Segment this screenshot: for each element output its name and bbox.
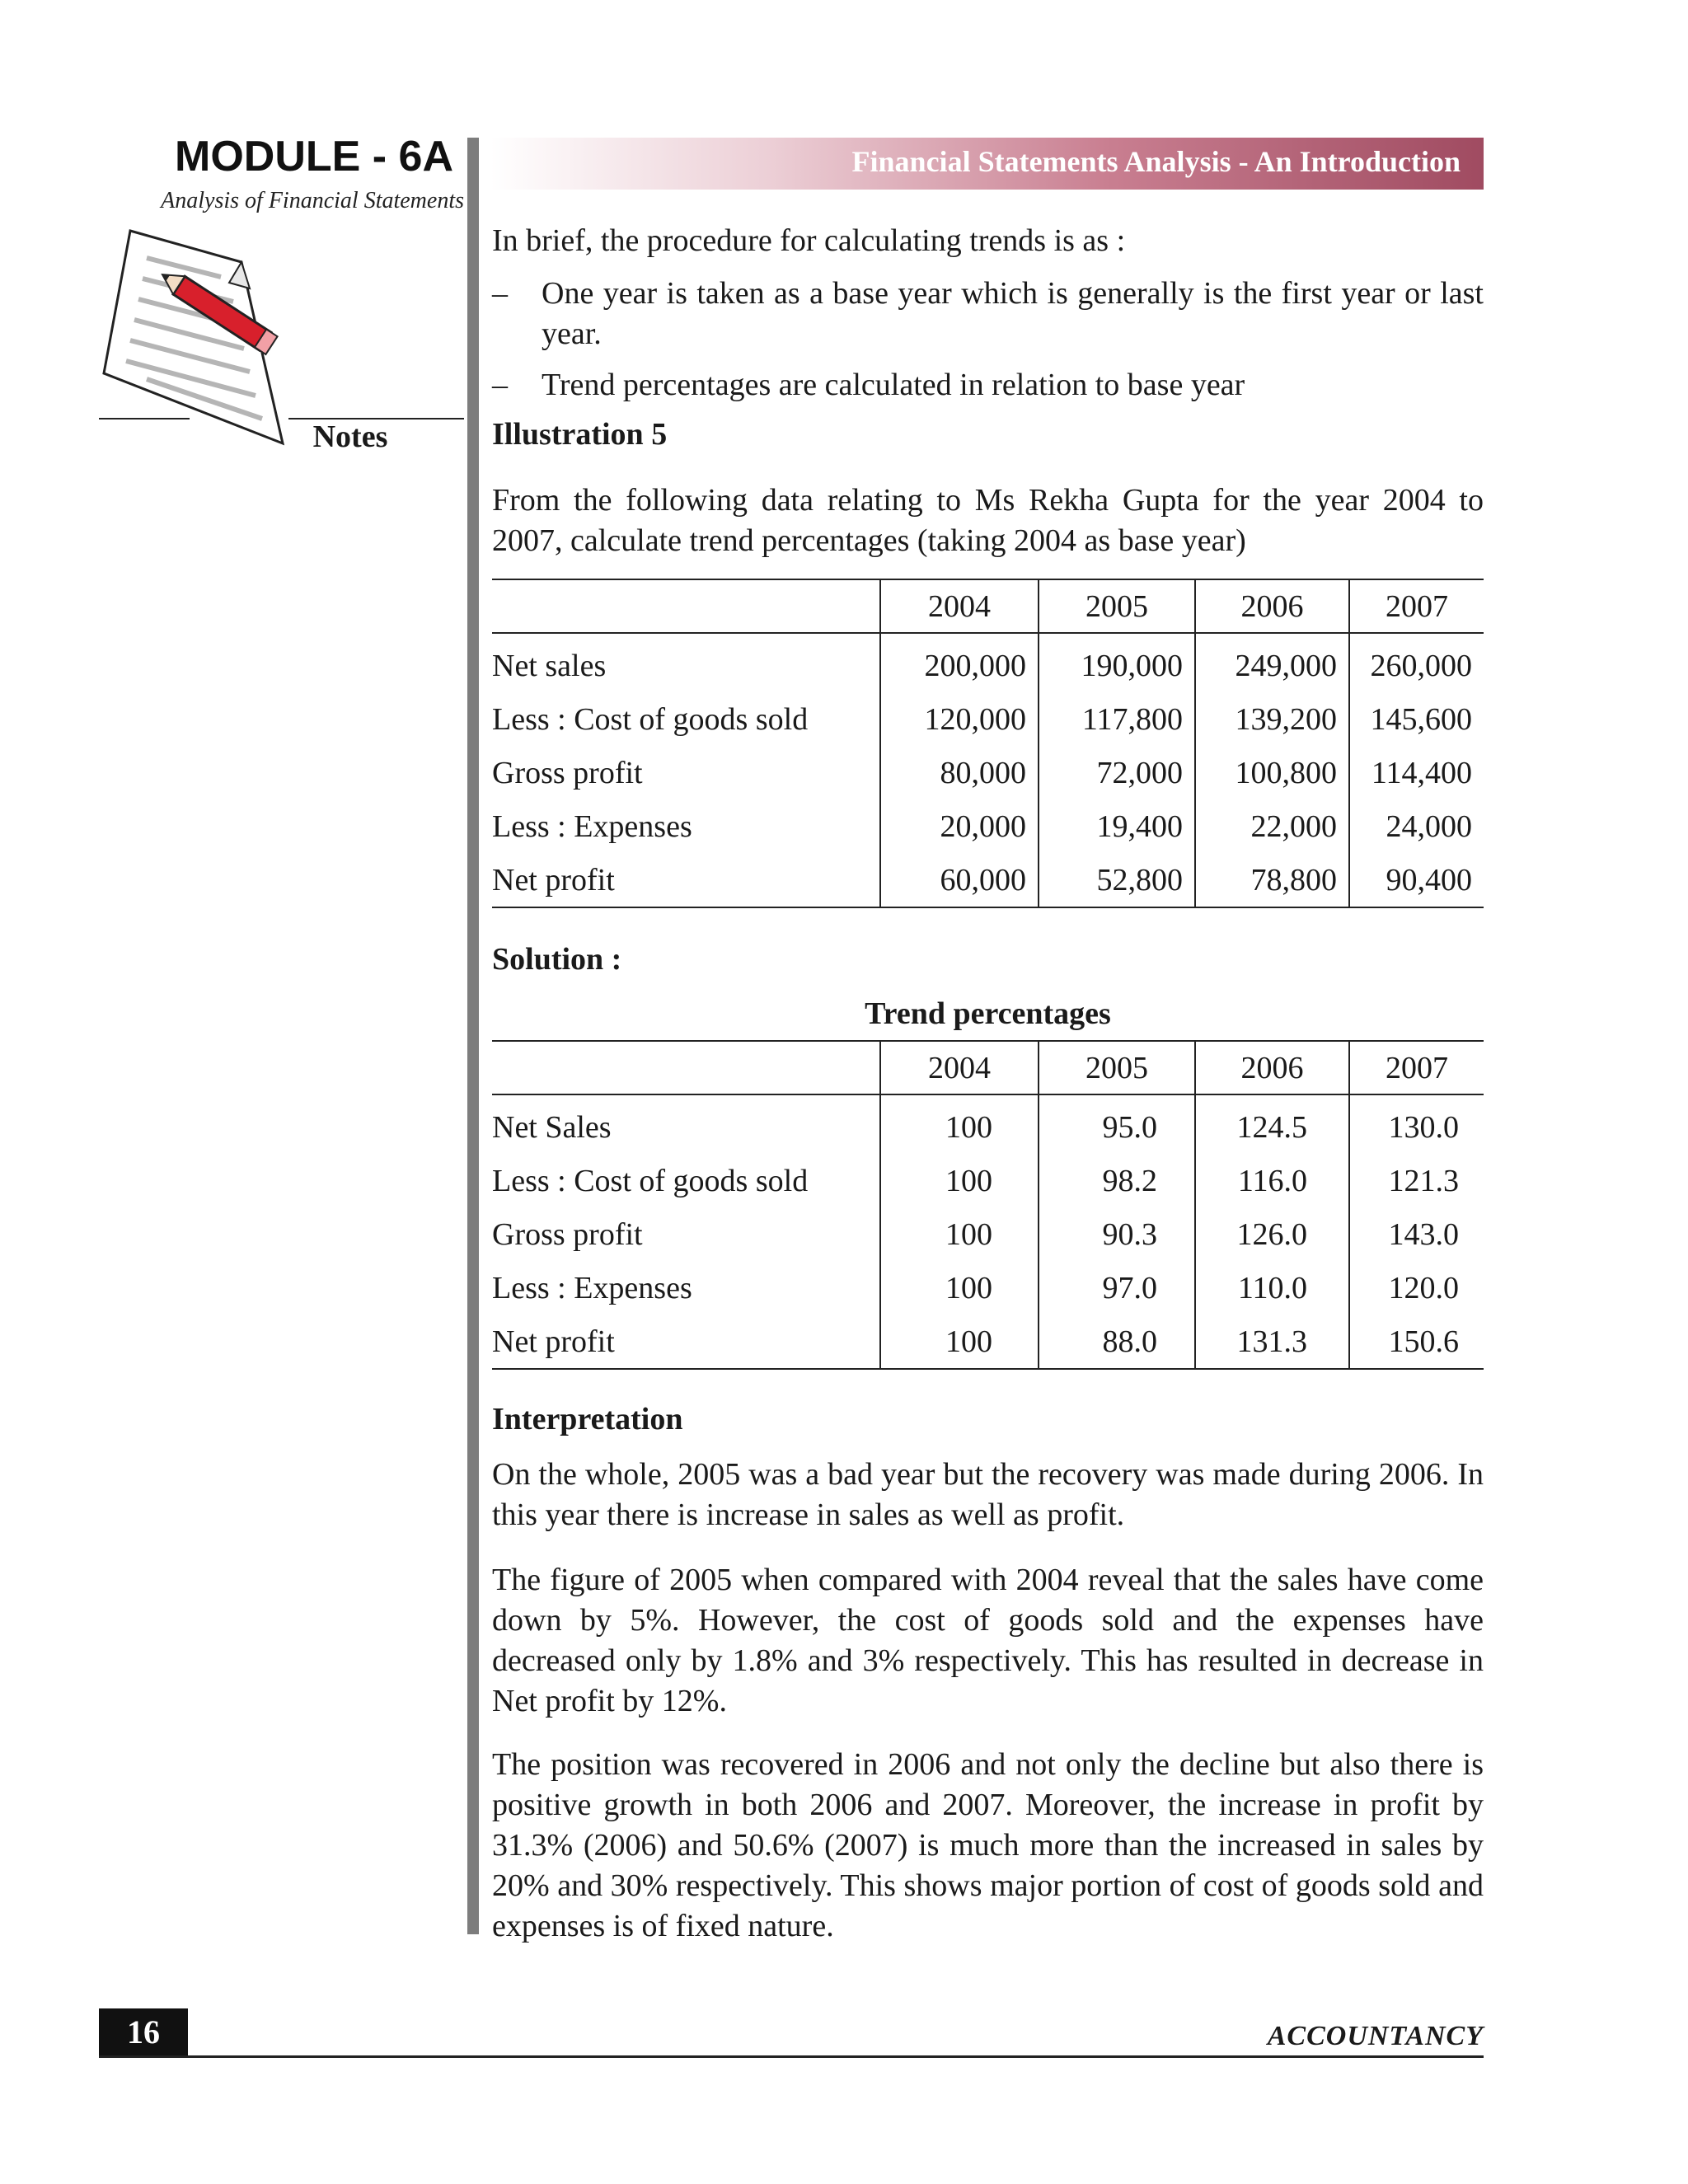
table-cell: 80,000 [880,746,1039,799]
table-cell: 200,000 [880,633,1039,692]
table-cell: 139,200 [1195,692,1349,746]
table-cell: 126.0 [1195,1207,1349,1261]
table-cell: 88.0 [1039,1315,1195,1369]
table-cell: 98.2 [1039,1154,1195,1207]
row-label: Net profit [492,853,880,907]
illustration-table [492,579,1484,908]
bullet-text: Trend percentages are calculated in relation to base year [542,368,1245,402]
table-row [492,1261,1484,1315]
margin-divider-bar [467,138,479,1934]
table-cell: 143.0 [1349,1207,1484,1261]
bullet-item [492,274,1484,354]
intro-text: In brief, the procedure for calculating trends is as : [492,223,1126,258]
table-cell: 90.3 [1039,1207,1195,1261]
table-row [492,853,1484,907]
table-row [492,746,1484,799]
table-cell: 22,000 [1195,799,1349,853]
table-cell: 120,000 [880,692,1039,746]
row-label: Net profit [492,1315,880,1369]
table-cell: 72,000 [1039,746,1195,799]
row-label: Less : Cost of goods sold [492,1163,809,1198]
illustration-text: From the following data relating to Ms Rekha Gupta for the year 2004 to 2007, calculate trend percentages (taking 2004 as base year) [492,483,1484,558]
table-header-row [492,1041,1484,1094]
table-cell: 97.0 [1039,1261,1195,1315]
table-cell: 117,800 [1039,692,1195,746]
table-row [492,1207,1484,1261]
table-cell: 110.0 [1195,1261,1349,1315]
interpretation-title: Interpretation [492,1402,683,1436]
interpretation-paragraph: The figure of 2005 when compared with 2004 reveal that the sales have come down by 5%. However, the cost of goods sold and the expenses have decreased only by 1.8% and 3% respectively. This has resulted in decrease in Net profit by 12%. [492,1563,1484,1718]
bullet-item [492,365,1484,405]
solution-title: Solution : [492,942,622,977]
table-cell: 145,600 [1349,692,1484,746]
table-cell: 131.3 [1195,1315,1349,1369]
table-header-cell [492,1041,880,1094]
table-cell: 249,000 [1195,633,1349,692]
illustration-title: Illustration 5 [492,417,668,452]
table-cell: 24,000 [1349,799,1484,853]
table-header-cell: 2006 [1195,1041,1349,1094]
table-cell: 20,000 [880,799,1039,853]
table-header-cell: 2004 [880,579,1039,633]
table-cell: 100 [880,1094,1039,1154]
notes-pencil-icon [97,221,320,456]
module-subtitle: Analysis of Financial Statements [161,188,464,213]
row-label: Less : Cost of goods sold [492,701,809,737]
notes-rule-left [99,418,190,419]
table-row [492,692,1484,746]
table-row [492,633,1484,692]
table-cell: 19,400 [1039,799,1195,853]
row-label: Gross profit [492,755,643,790]
footer-rule [99,2055,1484,2058]
table-header-cell: 2004 [880,1041,1039,1094]
module-title: MODULE - 6A [175,133,453,180]
table-cell: 114,400 [1349,746,1484,799]
table-row [492,1154,1484,1207]
table-row [492,1094,1484,1154]
notes-label: Notes [312,419,388,454]
row-label: Gross profit [492,1216,643,1252]
table-header-cell: 2006 [1195,579,1349,633]
interpretation-paragraph: The position was recovered in 2006 and not only the decline but also there is positive growth in both 2006 and 2007. Moreover, the increase in profit by 31.3% (2006) and 50.6% (2007) is much more than the increased in sales by 20% and 30% respectively. This shows major portion of cost of goods sold and expenses is of fixed nature. [492,1747,1484,1943]
interpretation-paragraph: On the whole, 2005 was a bad year but the recovery was made during 2006. In this year there is increase in sales as well as profit. [492,1457,1484,1532]
table-cell: 260,000 [1349,633,1484,692]
table-header-cell [492,579,880,633]
table-cell: 100 [880,1261,1039,1315]
trend-percentages-table [492,1040,1484,1370]
header-banner [490,138,1484,190]
table-cell: 90,400 [1349,853,1484,907]
table-header-cell: 2007 [1349,579,1484,633]
table-cell: 130.0 [1349,1094,1484,1154]
table-cell: 52,800 [1039,853,1195,907]
table-header-row [492,579,1484,633]
bullet-dash: – [492,368,508,402]
row-label: Net Sales [492,1109,612,1145]
table-cell: 116.0 [1195,1154,1349,1207]
table-header-cell: 2005 [1039,1041,1195,1094]
table-cell: 78,800 [1195,853,1349,907]
row-label: Less : Expenses [492,808,692,844]
table-header-cell: 2005 [1039,579,1195,633]
table-cell: 124.5 [1195,1094,1349,1154]
table-cell: 100 [880,1207,1039,1261]
footer-subject: ACCOUNTANCY [1267,2021,1484,2051]
bullet-text: One year is taken as a base year which is generally is the first year or last year. [542,276,1484,351]
table-cell: 100,800 [1195,746,1349,799]
table-row [492,1315,1484,1369]
table-cell: 100 [880,1154,1039,1207]
table-cell: 190,000 [1039,633,1195,692]
bullet-dash: – [492,276,508,311]
trend-table-title: Trend percentages [865,996,1111,1031]
chapter-title: Financial Statements Analysis - An Introduction [851,145,1461,178]
table-cell: 120.0 [1349,1261,1484,1315]
row-label: Less : Expenses [492,1270,692,1305]
row-label: Net sales [492,648,607,683]
table-cell: 100 [880,1315,1039,1369]
table-cell: 60,000 [880,853,1039,907]
table-cell: 121.3 [1349,1154,1484,1207]
table-cell: 95.0 [1039,1094,1195,1154]
page-number: 16 [99,2008,188,2056]
table-row [492,799,1484,853]
table-header-cell: 2007 [1349,1041,1484,1094]
table-cell: 150.6 [1349,1315,1484,1369]
